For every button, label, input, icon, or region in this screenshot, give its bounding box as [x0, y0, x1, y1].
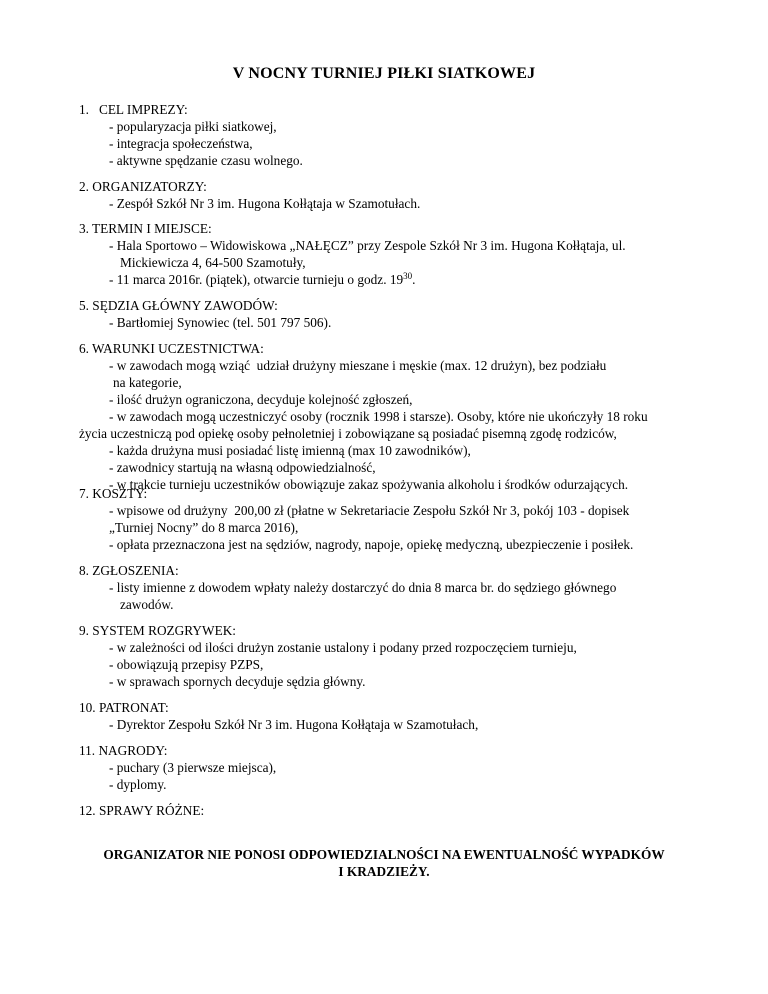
list-item: - opłata przeznaczona jest na sędziów, nagrody, napoje, opiekę medyczną, ubezpieczenie i posiłek.	[109, 537, 634, 552]
section-heading: 5. SĘDZIA GŁÓWNY ZAWODÓW:	[79, 298, 278, 313]
section-heading: 12. SPRAWY RÓŻNE:	[79, 803, 205, 818]
list-item: - w sprawach spornych decyduje sędzia główny.	[109, 674, 366, 689]
time-minutes-superscript: 30	[403, 271, 413, 281]
section-nagrody	[79, 742, 699, 793]
section-heading: 3. TERMIN I MIEJSCE:	[79, 221, 212, 236]
list-item-continuation: życia uczestniczą pod opiekę osoby pełnoletniej i zobowiązane są posiadać pisemną zgodę rodziców,	[79, 426, 617, 441]
list-item: - w zależności od ilości drużyn zostanie ustalony i podany przed rozpoczęciem turnieju,	[109, 640, 577, 655]
list-item: - każda drużyna musi posiadać listę imienną (max 10 zawodników),	[109, 443, 471, 458]
section-heading: 10. PATRONAT:	[79, 700, 169, 715]
disclaimer-line: ORGANIZATOR NIE PONOSI ODPOWIEDZIALNOŚCI NA EWENTUALNOŚĆ WYPADKÓW	[103, 847, 665, 862]
section-termin-i-miejsce	[79, 220, 699, 288]
section-heading: 8. ZGŁOSZENIA:	[79, 563, 179, 578]
period: .	[412, 272, 416, 287]
list-item: - dyplomy.	[109, 777, 167, 792]
disclaimer-line: I KRADZIEŻY.	[338, 864, 430, 879]
list-item-continuation: Mickiewicza 4, 64-500 Szamotuły,	[120, 255, 306, 270]
list-item: - zawodnicy startują na własną odpowiedzialność,	[109, 460, 376, 475]
list-item: - Hala Sportowo – Widowiskowa „NAŁĘCZ” przy Zespole Szkół Nr 3 im. Hugona Kołłątaja, ul.	[109, 238, 626, 253]
section-heading: 2. ORGANIZATORZY:	[79, 179, 207, 194]
section-patronat	[79, 699, 699, 733]
list-item: - Dyrektor Zespołu Szkół Nr 3 im. Hugona Kołłątaja w Szamotułach,	[109, 717, 479, 732]
section-heading: 1. CEL IMPREZY:	[79, 102, 188, 117]
list-item-continuation: „Turniej Nocny” do 8 marca 2016),	[109, 520, 299, 535]
list-item: - aktywne spędzanie czasu wolnego.	[109, 153, 303, 168]
list-item: - Zespół Szkół Nr 3 im. Hugona Kołłątaja w Szamotułach.	[109, 196, 421, 211]
section-heading: 9. SYSTEM ROZGRYWEK:	[79, 623, 236, 638]
section-zgloszenia	[79, 562, 699, 613]
list-item	[79, 271, 699, 288]
list-item-continuation: na kategorie,	[113, 375, 182, 390]
list-item: - ilość drużyn ograniczona, decyduje kolejność zgłoszeń,	[109, 392, 413, 407]
date-text: - 11 marca 2016r. (piątek), otwarcie turnieju o godz. 19	[109, 272, 404, 287]
list-item: - integracja społeczeństwa,	[109, 136, 253, 151]
list-item-continuation: zawodów.	[120, 597, 174, 612]
list-item: - listy imienne z dowodem wpłaty należy dostarczyć do dnia 8 marca br. do sędziego głównego	[109, 580, 617, 595]
section-organizatorzy	[79, 178, 699, 212]
section-heading: 7. KOSZTY:	[79, 486, 148, 501]
section-heading: 11. NAGRODY:	[79, 743, 168, 758]
section-cel-imprezy	[79, 101, 699, 169]
section-warunki-uczestnictwa	[79, 340, 699, 493]
list-item: - w zawodach mogą wziąć udział drużyny mieszane i męskie (max. 12 drużyn), bez podziału	[109, 358, 607, 373]
section-system-rozgrywek	[79, 622, 699, 690]
section-heading: 6. WARUNKI UCZESTNICTWA:	[79, 341, 264, 356]
section-sedzia-glowny	[79, 297, 699, 331]
list-item: - Bartłomiej Synowiec (tel. 501 797 506).	[109, 315, 332, 330]
list-item: - puchary (3 pierwsze miejsca),	[109, 760, 277, 775]
list-item: - obowiązują przepisy PZPS,	[109, 657, 264, 672]
disclaimer	[0, 846, 768, 880]
list-item: - w trakcie turnieju uczestników obowiązuje zakaz spożywania alkoholu i środków odurzających.	[109, 477, 629, 492]
list-item: - wpisowe od drużyny 200,00 zł (płatne w Sekretariacie Zespołu Szkół Nr 3, pokój 103 - dopisek	[109, 503, 630, 518]
section-koszty	[79, 485, 699, 553]
document-title: V NOCNY TURNIEJ PIŁKI SIATKOWEJ	[232, 65, 536, 82]
list-item: - w zawodach mogą uczestniczyć osoby (rocznik 1998 i starsze). Osoby, które nie ukończyły 18 roku	[109, 409, 648, 424]
list-item: - popularyzacja piłki siatkowej,	[109, 119, 277, 134]
section-sprawy-rozne	[79, 802, 699, 819]
